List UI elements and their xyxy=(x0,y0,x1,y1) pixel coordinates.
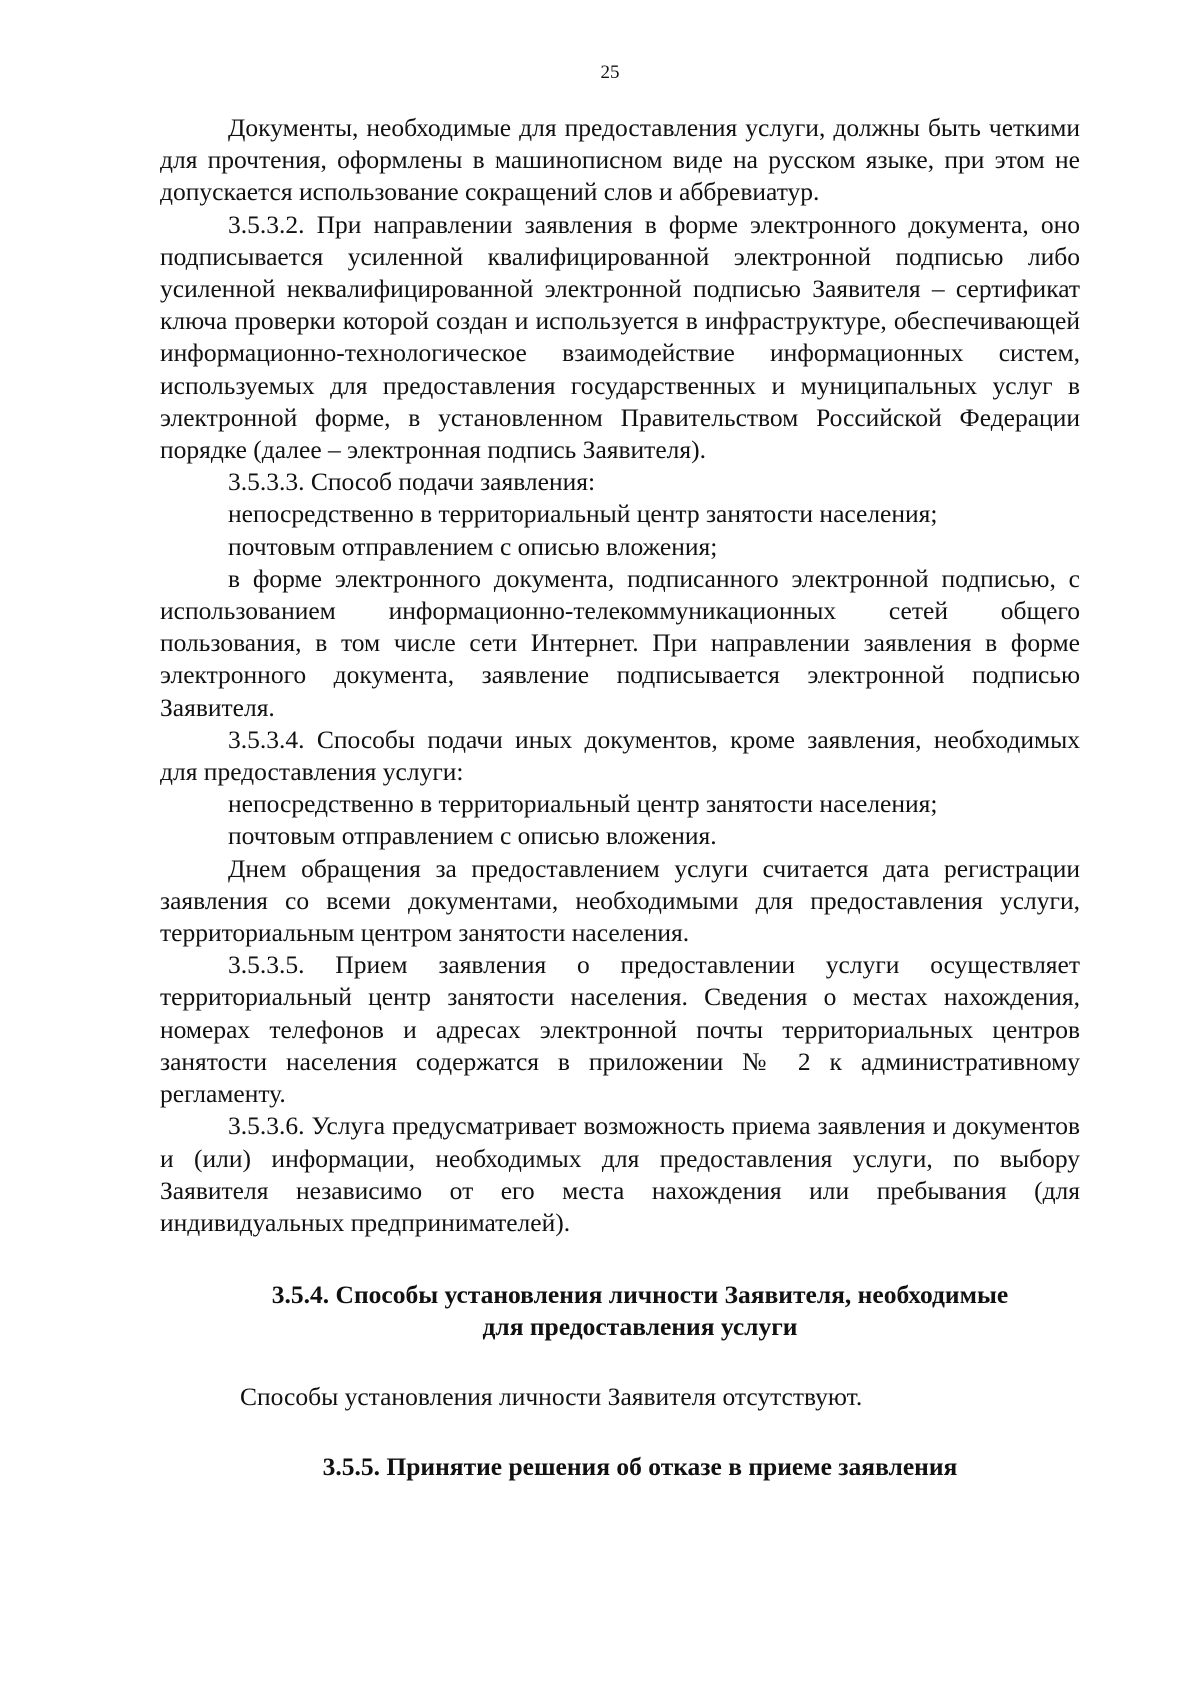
list-item: непосредственно в территориальный центр занятости населения; xyxy=(228,789,938,819)
section-heading-3-5-5: 3.5.5. Принятие решения об отказе в приеме заявления xyxy=(322,1452,958,1482)
list-item: почтовым отправлением с описью вложения; xyxy=(228,531,718,561)
section-heading-3-5-4 xyxy=(160,1279,1080,1343)
document-body xyxy=(160,112,1080,1483)
page-number: 25 xyxy=(600,62,620,83)
paragraph-3-5-3-2: 3.5.3.2. При направлении заявления в форме электронного документа, оно подписывается усиленной квалифицированной электронной подписью либо усиленной неквалифицированной электронной подписью Заявителя – сертификат ключа проверки которой создан и используется в инфраструктуре, обеспечивающей информационно-технологическое взаимодействие информационных систем, используемых для предоставления государственных и муниципальных услуг в электронной форме, в установленном Правительством Российской Федерации порядке (далее – электронная подпись Заявителя). xyxy=(160,209,1080,465)
list-item: в форме электронного документа, подписанного электронной подписью, с использованием информационно-телекоммуникационных сетей общего пользования, в том числе сети Интернет. При направлении заявления в форме электронного документа, заявление подписывается электронной подписью Заявителя. xyxy=(160,563,1080,722)
paragraph-3-5-3-6: 3.5.3.6. Услуга предусматривает возможность приема заявления и документов и (или) информации, необходимых для предоставления услуги, по выбору Заявителя независимо от его места нахождения или пребывания (для индивидуальных предпринимателей). xyxy=(160,1111,1080,1237)
paragraph: Документы, необходимые для предоставления услуги, должны быть четкими для прочтения, оформлены в машинописном виде на русском языке, при этом не допускается использование сокращений слов и аббревиатур. xyxy=(160,113,1080,207)
paragraph: Способы установления личности Заявителя отсутствуют. xyxy=(240,1382,863,1412)
paragraph-3-5-3-5: 3.5.3.5. Прием заявления о предоставлении услуги осуществляет территориальный центр занятости населения. Сведения о местах нахождения, номерах телефонов и адресах электронной почты территориальных центров занятости населения содержатся в приложении № 2 к административному регламенту. xyxy=(160,950,1080,1109)
paragraph-3-5-3-4: 3.5.3.4. Способы подачи иных документов, кроме заявления, необходимых для предоставления услуги: xyxy=(160,724,1080,787)
paragraph-3-5-3-3: 3.5.3.3. Способ подачи заявления: xyxy=(228,467,596,497)
section-heading-line: 3.5.4. Способы установления личности Заявителя, необходимые xyxy=(271,1280,1009,1310)
list-item: почтовым отправлением с описью вложения. xyxy=(228,821,717,851)
paragraph: Днем обращения за предоставлением услуги считается дата регистрации заявления со всеми документами, необходимыми для предоставления услуги, территориальным центром занятости населения. xyxy=(160,853,1080,948)
section-heading-line: для предоставления услуги xyxy=(482,1312,798,1342)
list-item: непосредственно в территориальный центр занятости населения; xyxy=(228,499,938,529)
